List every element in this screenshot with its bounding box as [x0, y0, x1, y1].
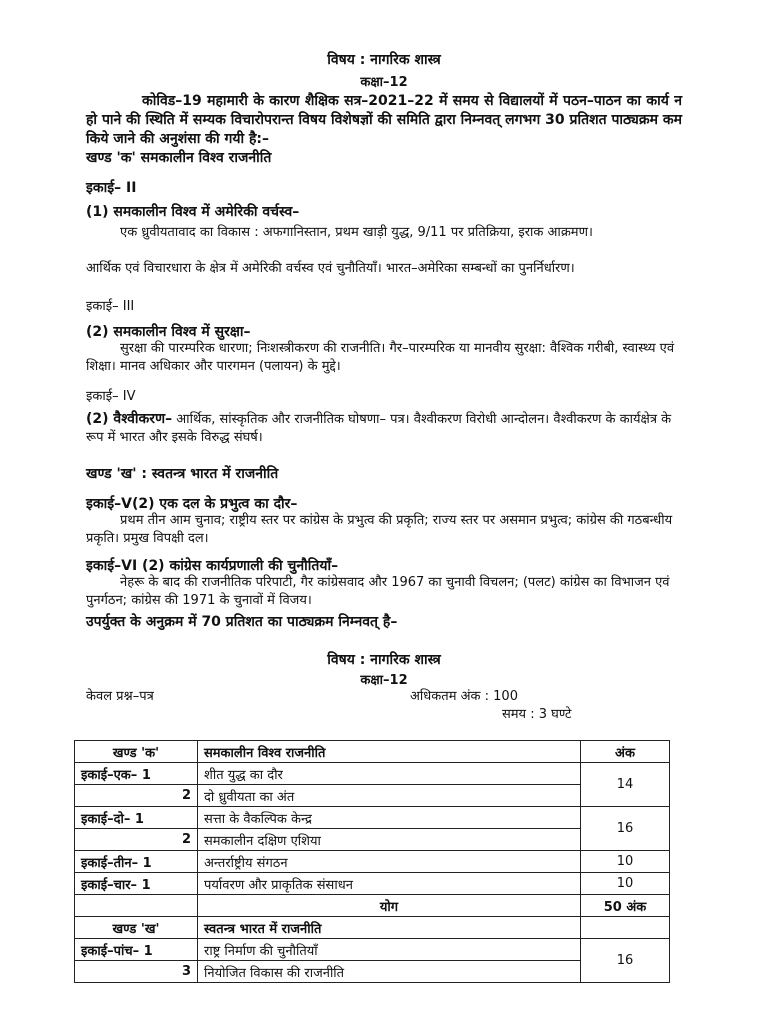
unit-2-label: इकाई– II — [86, 180, 137, 196]
paper-label: केवल प्रश्न–पत्र — [86, 689, 154, 704]
table-row — [75, 873, 670, 895]
table-row — [75, 851, 670, 873]
table-row — [75, 961, 670, 983]
unit-5-heading: इकाई–V(2) एक दल के प्रभुत्व का दौर– — [86, 496, 298, 512]
unit-4-label: इकाई– IV — [86, 389, 136, 404]
table-cell: 16 — [581, 807, 670, 851]
unit-4-heading: (2) वैश्वीकरण– — [86, 411, 173, 427]
table-cell: 3 — [75, 961, 198, 983]
table-cell: 50 अंक — [581, 895, 670, 917]
table-row — [75, 939, 670, 961]
table-cell: अंक — [581, 741, 670, 763]
table-cell: इकाई–दो– 1 — [75, 807, 198, 829]
section-a-heading: खण्ड 'क' समकालीन विश्व राजनीति — [86, 150, 272, 166]
table-row — [75, 807, 670, 829]
unit-2-text-1: एक ध्रुवीयतावाद का विकास : अफगानिस्तान, प्रथम खाड़ी युद्ध, 9/11 पर प्रतिक्रिया, इराक आक्रमण। — [120, 225, 593, 240]
table-row — [75, 763, 670, 785]
table-total-row — [75, 895, 670, 917]
table-cell: सत्ता के वैकल्पिक केन्द्र — [198, 807, 581, 829]
table-cell: 2 — [75, 785, 198, 807]
max-marks: अधिकतम अंक : 100 — [410, 689, 518, 704]
table-cell: खण्ड 'ख' — [75, 917, 198, 939]
table-cell: समकालीन विश्व राजनीति — [198, 741, 581, 763]
table-cell: योग — [198, 895, 581, 917]
unit-2-heading: (1) समकालीन विश्व में अमेरिकी वर्चस्व– — [86, 204, 300, 220]
closing-statement: उपर्युक्त के अनुक्रम में 70 प्रतिशत का पाठ्यक्रम निम्नवत् है– — [86, 614, 398, 630]
table-cell: इकाई–तीन– 1 — [75, 851, 198, 873]
unit-3-label: इकाई– III — [86, 299, 135, 314]
class-title-2: कक्षा–12 — [360, 673, 408, 688]
table-header-row — [75, 741, 670, 763]
table-header-row — [75, 917, 670, 939]
table-cell: स्वतन्त्र भारत में राजनीति — [198, 917, 581, 939]
table-cell: इकाई–पांच– 1 — [75, 939, 198, 961]
table-cell: नियोजित विकास की राजनीति — [198, 961, 581, 983]
table-row — [75, 829, 670, 851]
table-cell: इकाई–एक– 1 — [75, 763, 198, 785]
subject-title-2: विषय : नागरिक शास्त्र — [327, 652, 441, 668]
syllabus-table — [74, 740, 670, 983]
table-cell: समकालीन दक्षिण एशिया — [198, 829, 581, 851]
unit-6-text: नेहरू के बाद की राजनीतिक परिपाटी, गैर कांग्रेसवाद और 1967 का चुनावी विचलन; (पलट) कांग्रेस का विभाजन एवं पुनर्गठन; कांग्रेस की 1971 के चुनावों में विजय। — [86, 575, 670, 608]
subject-title: विषय : नागरिक शास्त्र — [327, 52, 441, 68]
table-cell — [581, 917, 670, 939]
table-cell: राष्ट्र निर्माण की चुनौतियाँ — [198, 939, 581, 961]
table-cell: 10 — [581, 873, 670, 895]
table-cell: 16 — [581, 939, 670, 983]
table-cell: अन्तर्राष्ट्रीय संगठन — [198, 851, 581, 873]
unit-3-text: सुरक्षा की पारम्परिक धारणा; निःशस्त्रीकरण की राजनीति। गैर–पारम्परिक या मानवीय सुरक्षा: वैश्विक गरीबी, स्वास्थ्य एवं शिक्षा। मानव अधिकार और पारगमन (पलायन) के मुद्दे। — [86, 341, 675, 374]
table-cell: 14 — [581, 763, 670, 807]
table-cell: खण्ड 'क' — [75, 741, 198, 763]
unit-5-text: प्रथम तीन आम चुनाव; राष्ट्रीय स्तर पर कांग्रेस के प्रभुत्व की प्रकृति; राज्य स्तर पर असमान प्रभुत्व; कांग्रेस की गठबन्धीय प्रकृति। प्रमुख विपक्षी दल। — [86, 513, 673, 546]
unit-2-text-2: आर्थिक एवं विचारधारा के क्षेत्र में अमेरिकी वर्चस्व एवं चुनौतियाँ। भारत–अमेरिका सम्बन्धों का पुनर्निर्धारण। — [86, 261, 575, 276]
table-cell: पर्यावरण और प्राकृतिक संसाधन — [198, 873, 581, 895]
table-cell — [75, 895, 198, 917]
unit-3-heading: (2) समकालीन विश्व में सुरक्षा– — [86, 324, 251, 340]
table-row — [75, 785, 670, 807]
table-cell: 10 — [581, 851, 670, 873]
table-cell: 2 — [75, 829, 198, 851]
intro-paragraph: कोविड–19 महामारी के कारण शैक्षिक सत्र–2021–22 में समय से विद्यालयों में पठन–पाठन का कार्य न हो पाने की स्थिति में सम्यक विचारोपरान्त विषय विशेषज्ञों की समिति द्वारा निम्नवत् लगभग 30 प्रतिशत पाठ्यक्रम कम किये जाने की अनुशंसा की गयी है:– — [86, 93, 682, 147]
exam-time: समय : 3 घण्टे — [502, 707, 572, 722]
unit-4-text: आर्थिक, सांस्कृतिक और राजनीतिक घोषणा– पत्र। वैश्वीकरण विरोधी आन्दोलन। वैश्वीकरण के कार्यक्षेत्र के रूप में भारत और इसके विरुद्ध संघर्ष। — [86, 412, 672, 445]
table-cell: दो ध्रुवीयता का अंत — [198, 785, 581, 807]
class-title: कक्षा–12 — [360, 75, 408, 90]
unit-4-block — [86, 410, 682, 447]
section-b-heading: खण्ड 'ख' : स्वतन्त्र भारत में राजनीति — [86, 466, 279, 482]
unit-6-heading: इकाई–VI (2) कांग्रेस कार्यप्रणाली की चुनौतियाँ– — [86, 558, 339, 574]
table-cell: शीत युद्ध का दौर — [198, 763, 581, 785]
table-cell: इकाई–चार– 1 — [75, 873, 198, 895]
